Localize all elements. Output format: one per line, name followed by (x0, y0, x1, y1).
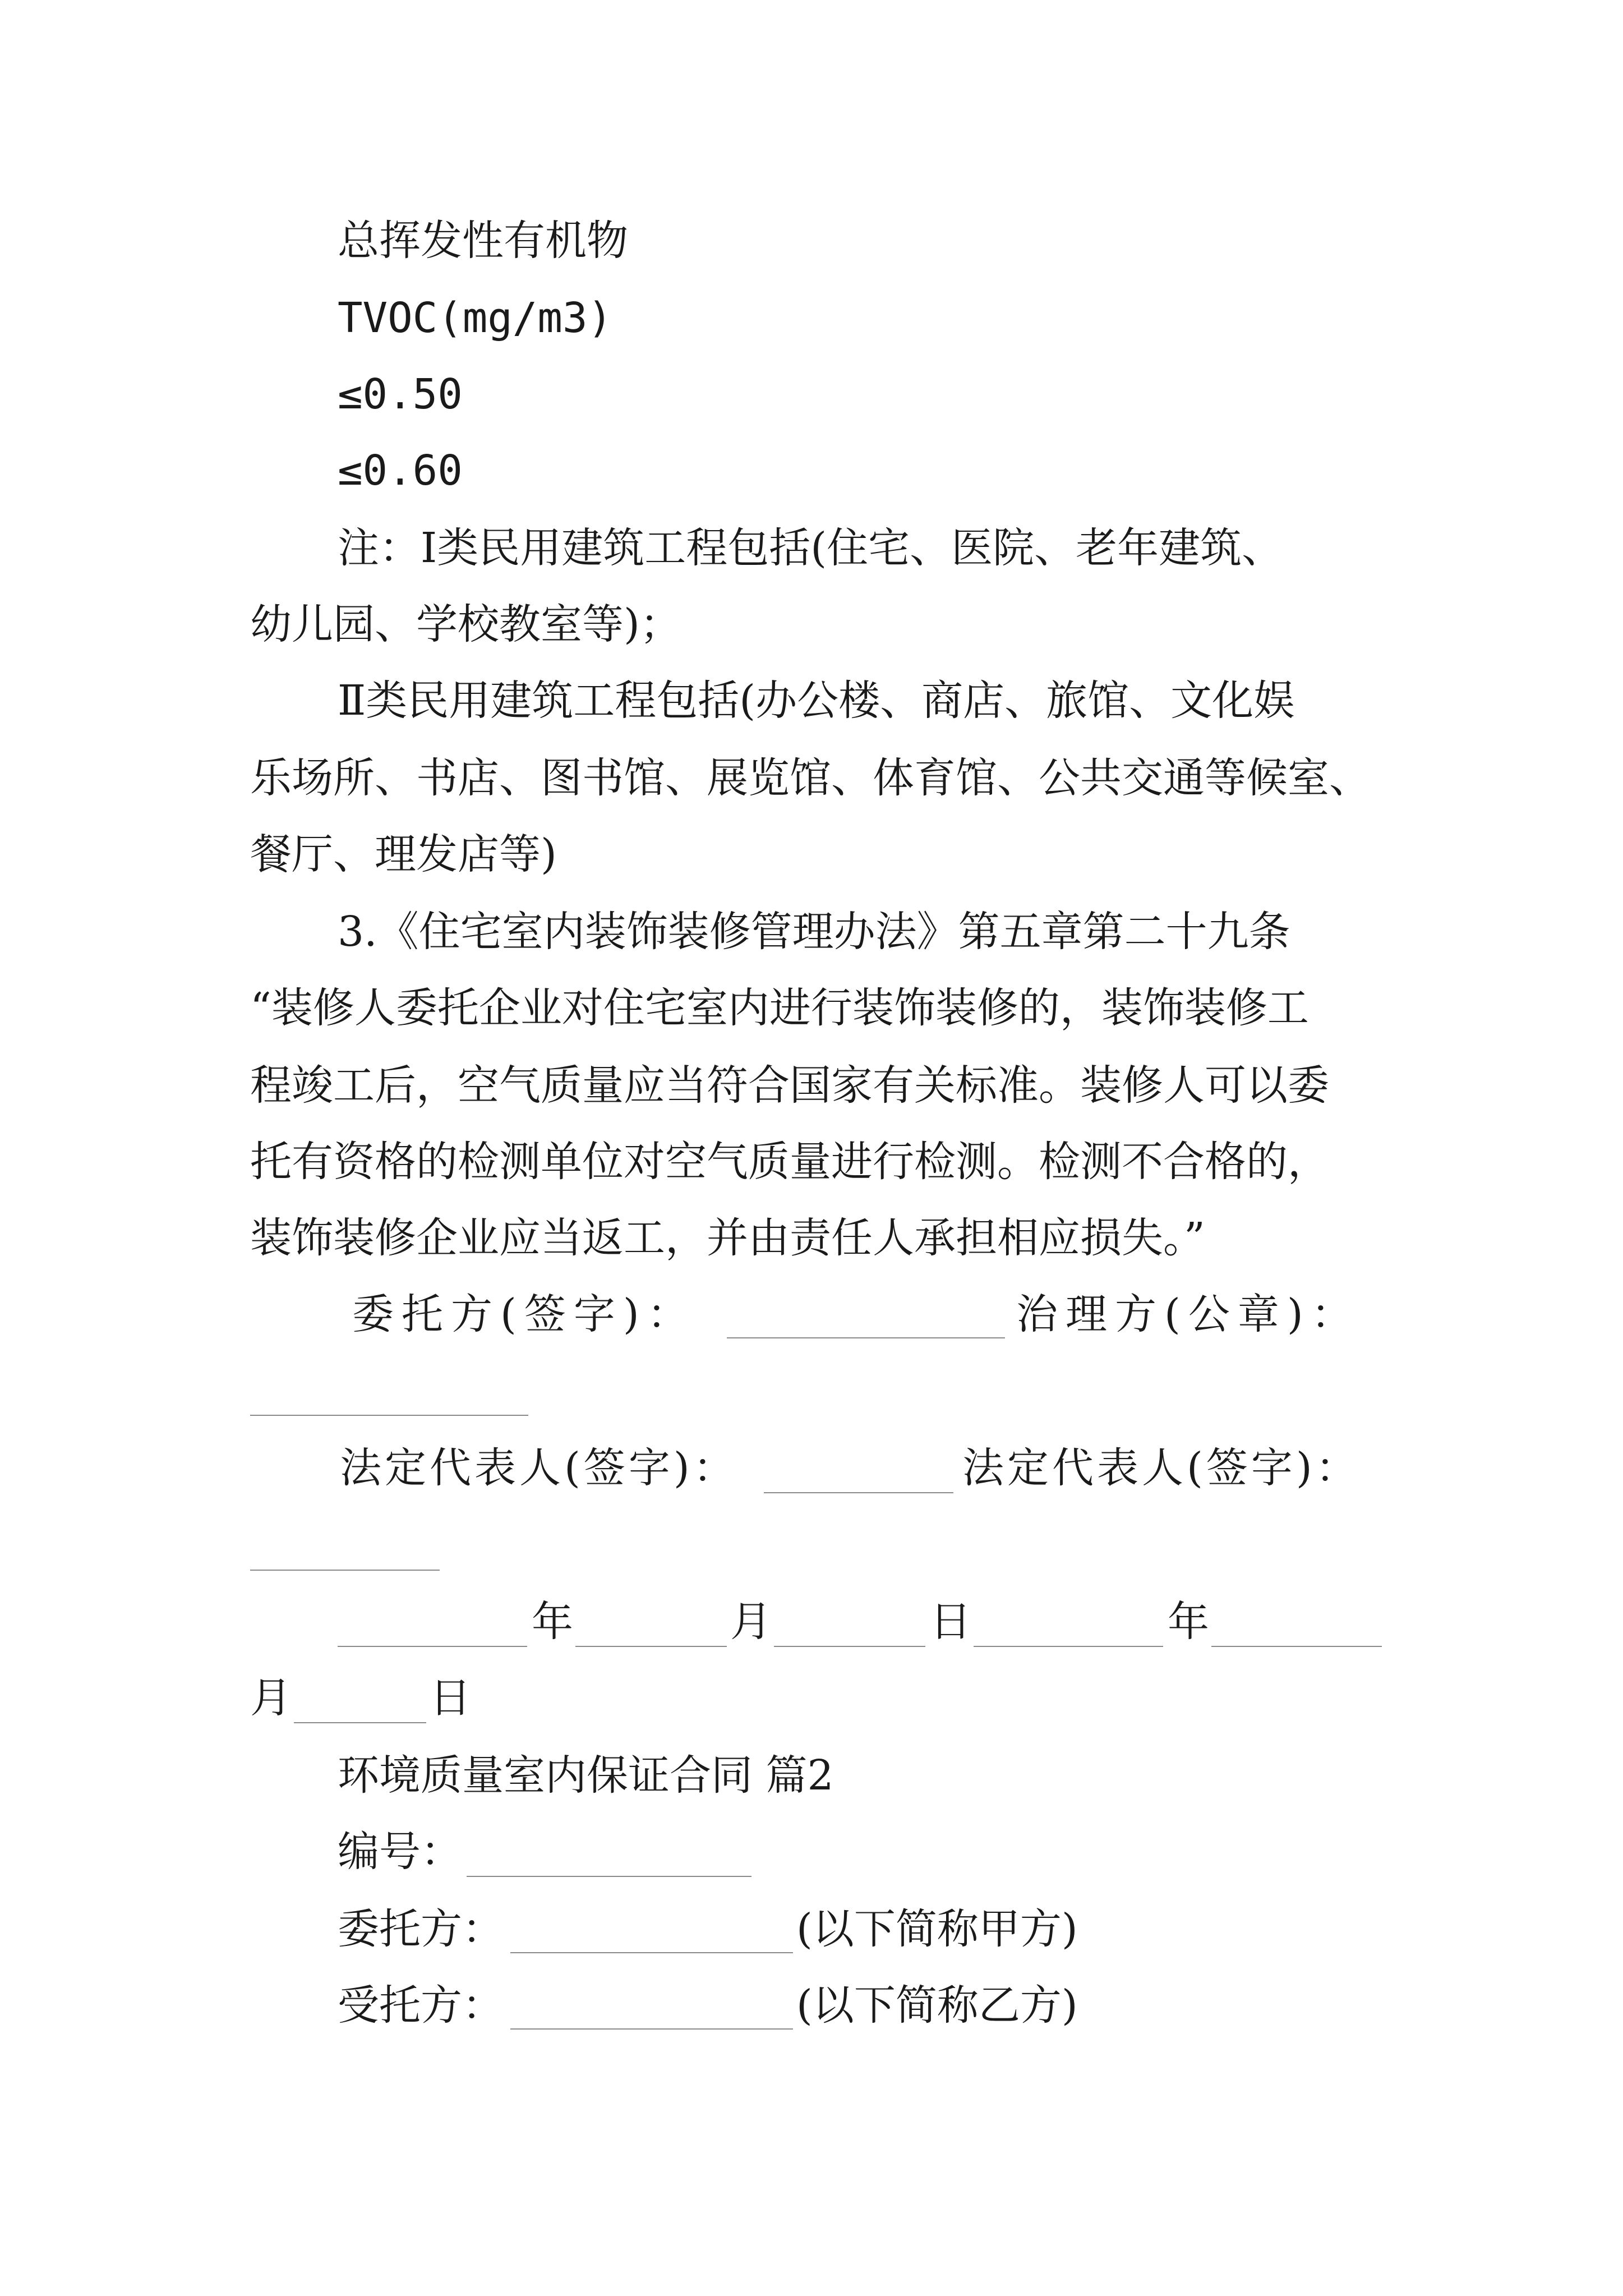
month-blank[interactable] (575, 1646, 727, 1647)
note-line: 乐场所、书店、图书馆、展览馆、体育馆、公共交通等候室、 (250, 754, 1371, 802)
day-label-2: 日 (430, 1674, 471, 1722)
trustee-label: 受托方： (338, 1981, 504, 2030)
rep-sign-label-client: 法定代表人(签字)： (340, 1444, 738, 1492)
client-sign-blank[interactable] (727, 1337, 1005, 1338)
year-label-2: 年 (1168, 1598, 1209, 1646)
quote-line: 托有资格的检测单位对空气质量进行检测。检测不合格的， (250, 1138, 1329, 1186)
quote-line: 装饰装修企业应当返工，并由责任人承担相应损失。” (250, 1214, 1205, 1262)
quote-line: “装修人委托企业对住宅室内进行装饰装修的，装饰装修工 (250, 984, 1309, 1032)
client-label: 委托方： (338, 1905, 504, 1953)
number-label: 编号： (338, 1828, 462, 1876)
client-note: (以下简称甲方) (796, 1905, 1078, 1953)
month-label: 月 (730, 1598, 772, 1646)
note-line: 餐厅、理发店等) (250, 830, 557, 878)
trustee-note: (以下简称乙方) (796, 1981, 1078, 2030)
month-blank-2[interactable] (1211, 1646, 1382, 1647)
note-line: 注：Ⅰ类民用建筑工程包括(住宅、医院、老年建筑、 (338, 524, 1284, 572)
day-label: 日 (930, 1598, 971, 1646)
text-line: ≤0.60 (338, 447, 463, 495)
text-line: ≤0.50 (338, 370, 463, 418)
text-line: TVOC(mg/m3) (338, 294, 613, 342)
client-sign-label: 委托方(签字)： (352, 1290, 697, 1338)
quote-line: 3.《住宅室内装饰装修管理办法》第五章第二十九条 (338, 908, 1290, 956)
month-label-2: 月 (250, 1674, 292, 1722)
year-label: 年 (532, 1598, 573, 1646)
text-line: 总挥发性有机物 (338, 217, 628, 265)
client-blank[interactable] (510, 1952, 793, 1953)
contractor-seal-blank[interactable] (250, 1415, 528, 1416)
trustee-blank[interactable] (510, 2028, 793, 2030)
day-blank-2[interactable] (294, 1722, 426, 1723)
day-blank[interactable] (774, 1646, 925, 1647)
quote-line: 程竣工后，空气质量应当符合国家有关标准。装修人可以委 (250, 1061, 1329, 1110)
note-line: Ⅱ类民用建筑工程包括(办公楼、商店、旅馆、文化娱 (338, 677, 1295, 725)
number-blank[interactable] (467, 1876, 751, 1877)
rep-sign-blank-client[interactable] (764, 1492, 953, 1493)
year-blank[interactable] (338, 1646, 527, 1647)
rep-sign-label-contractor: 法定代表人(签字)： (962, 1444, 1361, 1492)
contractor-seal-label: 治理方(公章)： (1016, 1290, 1361, 1338)
rep-sign-blank-contractor[interactable] (250, 1570, 440, 1571)
year-blank-2[interactable] (974, 1646, 1163, 1647)
note-line: 幼儿园、学校教室等)； (250, 600, 681, 648)
section-title: 环境质量室内保证合同 篇2 (338, 1751, 834, 1800)
